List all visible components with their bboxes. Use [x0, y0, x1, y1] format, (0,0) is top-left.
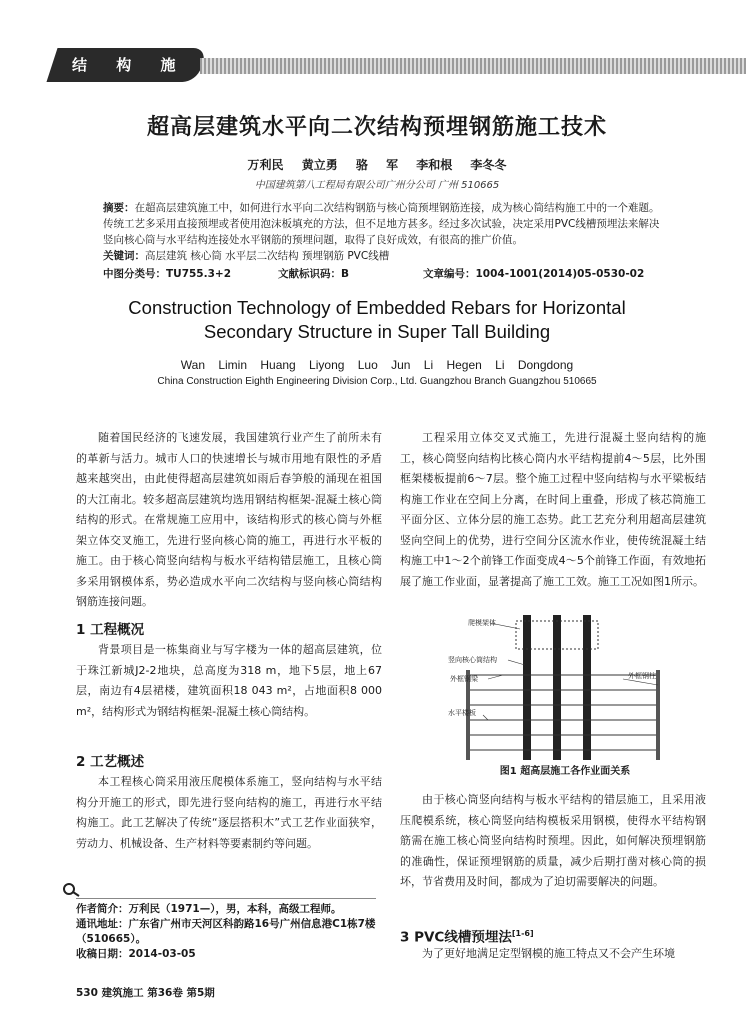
section-1-body	[76, 640, 382, 722]
abstract-block	[103, 200, 669, 264]
note-pin-icon	[62, 880, 80, 898]
label-horizontal-slab: 水平楼板	[448, 709, 476, 717]
core-wall-left	[523, 615, 531, 760]
contact-address: 通讯地址：广东省广州市天河区科韵路16号广州信息港C1栋7楼（510665）。	[76, 918, 376, 945]
title-english-line1: Construction Technology of Embedded Rebars for Horizontal	[128, 297, 626, 318]
intro-paragraph: 随着国民经济的飞速发展，我国建筑行业产生了前所未有的革新与活力。城市人口的快速增长与城市用地有限性的矛盾越来越突出，由此使得超高层建筑如雨后春笋般的涌现在祖国的大江南北。较多超高层建筑均选用钢结构框架-混凝土核心筒结构的形式。在常规施工应用中，该结构形式的核心筒与外框架立体交叉施工，先进行竖向核心筒的施工，再进行水平板的施工。由于核心筒竖向结构与板水平结构错层施工，且核心筒多采用钢模体系，势必造成水平向二次结构与竖向核心筒结构钢筋连接问题。	[76, 431, 382, 608]
construction-diagram	[428, 615, 708, 760]
section-3-reference: [1-6]	[511, 929, 534, 938]
right-paragraph-1: 工程采用立体交叉式施工，先进行混凝土竖向结构的施工，核心筒竖向结构比核心筒内水平结构提前4～5层，比外围框架楼板提前6～7层。整个施工过程中竖向结构与水平梁板结构施工作业在空间上分离，在时间上重叠，形成了核芯筒施工平面分区、立体分层的施工态势。此工艺充分利用超高层建筑竖向空间上的优势，进行空间分区流水作业，使传统混凝土结构施工中1～2个前锋工作面变成4～5个前锋工作面，有效地拓展了施工作业面，显著提高了施工工效。施工工况如图1所示。	[400, 431, 706, 588]
label-core-vertical: 竖向核心筒结构	[448, 656, 497, 664]
authors-chinese: 万利民 黄立勇 骆 军 李和根 李冬冬	[247, 158, 507, 172]
left-column-intro	[76, 428, 382, 613]
clc-number: 中图分类号：TU755.3+2	[103, 268, 232, 280]
abstract-label: 摘要：	[103, 202, 135, 214]
section-label: 结 构 施 工	[72, 56, 188, 100]
page-footer: 530 建筑施工 第36卷 第5期	[76, 987, 215, 999]
title-english	[0, 296, 754, 344]
section-2-paragraph: 本工程核心筒采用液压爬模体系施工，竖向结构与水平结构分开施工的形式，即先进行竖向结构的施工，再进行水平结构施工。此工艺解决了传统“逐层搭积木”式工艺作业面狭窄，劳动力、机械设备、生产材料等要素制约等问题。	[76, 775, 382, 850]
figure-caption: 图1 超高层施工各作业面关系	[499, 766, 631, 777]
figure-1	[428, 615, 708, 760]
document-code: 文献标识码：B	[278, 268, 350, 280]
section-1-heading: 1 工程概况	[76, 622, 145, 638]
section-3-title: 3 PVC线槽预埋法	[400, 929, 512, 946]
floor-slabs	[468, 675, 658, 750]
keywords-label: 关键词：	[103, 250, 145, 262]
footnote-divider	[76, 898, 376, 899]
section-1-paragraph: 背景项目是一栋集商业与写字楼为一体的超高层建筑，位于珠江新城J2-2地块，总高度为318 m，地下5层，地上67层，南边有4层裙楼，建筑面积18 043 m²，占地面积8 000 m²，结构形式为钢结构框架-混凝土核心筒结构。	[76, 643, 382, 718]
outer-column-right	[656, 670, 660, 760]
section-3-body	[400, 944, 706, 965]
abstract-text: 在超高层建筑施工中，如何进行水平向二次结构钢筋与核心筒预埋钢筋连接，成为核心筒结构施工中的一个难题。传统工艺多采用直接预埋或者使用泡沫板填充的方法，但不足地方甚多。经过多次试验，决定采用PVC线槽预埋法来解决竖向核心筒与水平结构连接处水平钢筋的预埋问题，取得了良好成效，有很高的推广价值。	[103, 202, 660, 246]
section-2-body	[76, 772, 382, 854]
article-number: 文章编号：1004-1001(2014)05-0530-02	[423, 268, 645, 280]
classification-row	[103, 266, 669, 282]
footnotes	[76, 902, 396, 962]
right-column-para2	[400, 790, 706, 893]
label-climbing-form: 爬模架体	[468, 619, 496, 627]
affiliation-english: China Construction Eighth Engineering Division Corp., Ltd. Guangzhou Branch Guangzhou 510665	[157, 376, 597, 387]
core-wall-mid	[553, 615, 561, 760]
author-bio: 作者简介：万利民（1971—），男，本科，高级工程师。	[76, 903, 342, 915]
core-wall-right	[583, 615, 591, 760]
keywords-text: 高层建筑 核心筒 水平层二次结构 预埋钢筋 PVC线槽	[145, 250, 390, 262]
label-outer-column: 外框钢柱	[628, 672, 656, 680]
received-date: 收稿日期：2014-03-05	[76, 948, 196, 960]
authors-english: Wan Limin Huang Liyong Luo Jun Li Hegen Li Dongdong	[180, 358, 574, 372]
section-2-heading: 2 工艺概述	[76, 754, 145, 770]
title-english-line2: Secondary Structure in Super Tall Building	[203, 321, 551, 342]
header-pattern-band	[200, 58, 746, 74]
right-column-para1	[400, 428, 706, 592]
section-3-paragraph: 为了更好地满足定型钢模的施工特点又不会产生环境	[422, 947, 675, 960]
affiliation-chinese: 中国建筑第八工程局有限公司广州分公司 广州 510665	[254, 180, 500, 191]
right-paragraph-2: 由于核心筒竖向结构与板水平结构的错层施工，且采用液压爬模系统，核心筒竖向结构模板采用钢模，使得水平结构钢筋需在施工核心筒竖向结构时预埋。因此，如何解决预埋钢筋的准确性，保证预埋钢筋的质量，减少后期打凿对核心筒的损坏，节省费用及时间，都成为了迫切需要解决的问题。	[400, 793, 706, 888]
title-chinese: 超高层建筑水平向二次结构预埋钢筋施工技术	[146, 115, 607, 140]
label-outer-frame: 外框钢梁	[450, 675, 478, 683]
